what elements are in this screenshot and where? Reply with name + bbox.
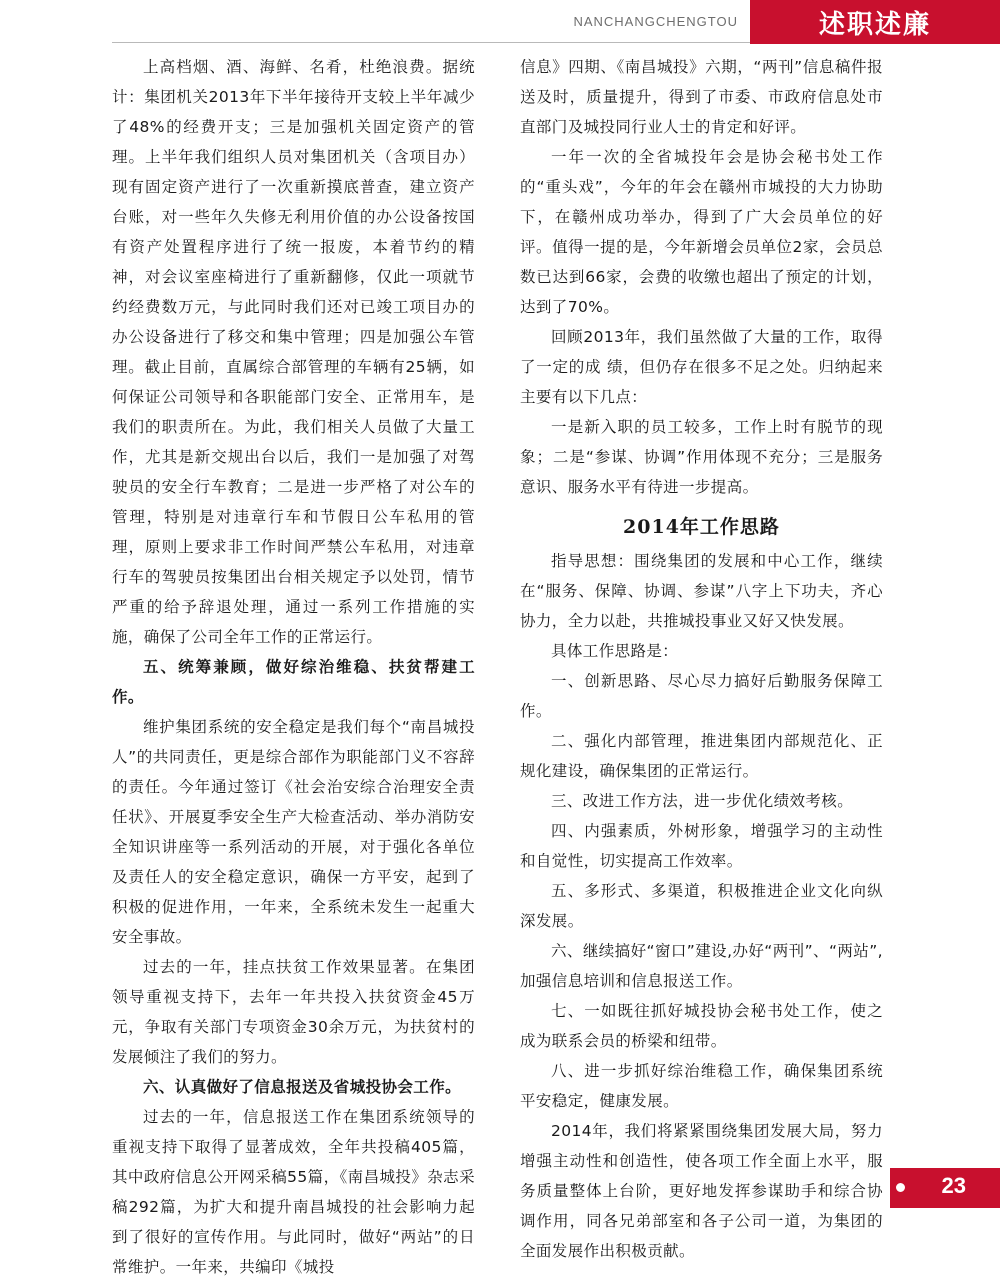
footer-accent-band [890,1168,1000,1208]
paragraph: 三、改进工作方法，进一步优化绩效考核。 [551,792,854,810]
right-column [520,52,883,1266]
header-divider [112,42,750,43]
paragraph: 过去的一年，信息报送工作在集团系统领导的重视支持下取得了显著成效，全年共投稿405篇，其中政府信息公开网采稿55篇，《南昌城投》杂志采稿292篇，为扩大和提升南昌城投的社会影响力起到了很好的宣传作用。与此同时，做好“两站”的日常维护。一年来，共编印《城投 [112,1108,475,1276]
paragraph: 回顾2013年，我们虽然做了大量的工作，取得了一定的成 绩，但仍存在很多不足之处。归纳起来主要有以下几点： [520,328,883,406]
paragraph: 一是新入职的员工较多，工作上时有脱节的现象；二是“参谋、协调”作用体现不充分；三是服务意识、服务水平有待进一步提高。 [520,418,883,496]
page-header [0,0,1000,44]
paragraph: 二、强化内部管理，推进集团内部规范化、正规化建设，确保集团的正常运行。 [520,732,883,780]
paragraph: 2014年，我们将紧紧围绕集团发展大局，努力增强主动性和创造性，使各项工作全面上水平，服务质量整体上台阶，更好地发挥参谋助手和综合协调作用，同各兄弟部室和各子公司一道，为集团的全面发展作出积极贡献。 [520,1122,883,1260]
paragraph: 八、进一步抓好综治维稳工作，确保集团系统平安稳定，健康发展。 [520,1062,883,1110]
paragraph: 信息》四期、《南昌城投》六期，“两刊”信息稿件报送及时，质量提升，得到了市委、市政府信息处市直部门及城投同行业人士的肯定和好评。 [520,58,883,136]
paragraph: 指导思想：围绕集团的发展和中心工作，继续在“服务、保障、协调、参谋”八字上下功夫，齐心协力，全力以赴，共推城投事业又好又快发展。 [520,552,883,630]
subheading: 六、认真做好了信息报送及省城投协会工作。 [143,1078,462,1096]
header-title-wrap [750,0,1000,44]
header-accent-band [750,0,1000,44]
section-title: 2014年工作思路 [623,516,780,538]
subheading: 五、统筹兼顾，做好综治维稳、扶贫帮建工作。 [112,658,475,706]
paragraph: 六、继续搞好“窗口”建设,办好“两刊”、“两站”,加强信息培训和信息报送工作。 [520,942,883,990]
paragraph: 七、一如既往抓好城投协会秘书处工作，使之成为联系会员的桥梁和纽带。 [520,1002,883,1050]
paragraph: 四、内强素质，外树形象，增强学习的主动性和自觉性，切实提高工作效率。 [520,822,883,870]
paragraph: 具体工作思路是： [551,642,679,660]
page-footer [880,1162,1000,1208]
header-pinyin: NANCHANGCHENGTOU [573,14,738,29]
paragraph: 上高档烟、酒、海鲜、名肴，杜绝浪费。据统计：集团机关2013年下半年接待开支较上半年减少了48%的经费开支；三是加强机关固定资产的管理。上半年我们组织人员对集团机关（含项目办）现有固定资产进行了一次重新摸底普查，建立资产台账，对一些年久失修无利用价值的办公设备按国有资产处置程序进行了统一报废，本着节约的精神，对会议室座椅进行了重新翻修，仅此一项就节约经费数万元，与此同时我们还对已竣工项目办的办公设备进行了移交和集中管理；四是加强公车管理。截止目前，直属综合部管理的车辆有25辆，如何保证公司领导和各职能部门安全、正常用车，是我们的职责所在。为此，我们相关人员做了大量工作，尤其是新交规出台以后，我们一是加强了对驾驶员的安全行车教育；二是进一步严格了对公车的管理，特别是对违章行车和节假日公车私用的管理，原则上要求非工作时间严禁公车私用，对违章行车的驾驶员按集团出台相关规定予以处罚，情节严重的给予辞退处理，通过一系列工作措施的实施，确保了公司全年工作的正常运行。 [112,58,475,646]
paragraph: 一、创新思路、尽心尽力搞好后勤服务保障工作。 [520,672,883,720]
paragraph: 过去的一年，挂点扶贫工作效果显著。在集团领导重视支持下，去年一年共投入扶贫资金45万元，争取有关部门专项资金30余万元，为扶贫村的发展倾注了我们的努力。 [112,958,475,1066]
left-column [112,52,475,1282]
footer-dot-icon [894,1181,907,1194]
paragraph: 五、多形式、多渠道，积极推进企业文化向纵深发展。 [520,882,883,930]
paragraph: 维护集团系统的安全稳定是我们每个“南昌城投人”的共同责任，更是综合部作为职能部门义不容辞的责任。今年通过签订《社会治安综合治理安全责任状》、开展夏季安全生产大检查活动、举办消防安全知识讲座等一系列活动的开展，对于强化各单位及责任人的安全稳定意识，确保一方平安，起到了积极的促进作用，一年来，全系统未发生一起重大安全事故。 [112,718,475,946]
paragraph: 一年一次的全省城投年会是协会秘书处工作的“重头戏”，今年的年会在赣州市城投的大力协助下，在赣州成功举办，得到了广大会员单位的好评。值得一提的是，今年新增会员单位2家，会员总数已达到66家，会费的收缴也超出了预定的计划，达到了70%。 [520,148,883,316]
page-title: 述职述廉 [818,9,931,40]
page-number: 23 [941,1173,966,1198]
